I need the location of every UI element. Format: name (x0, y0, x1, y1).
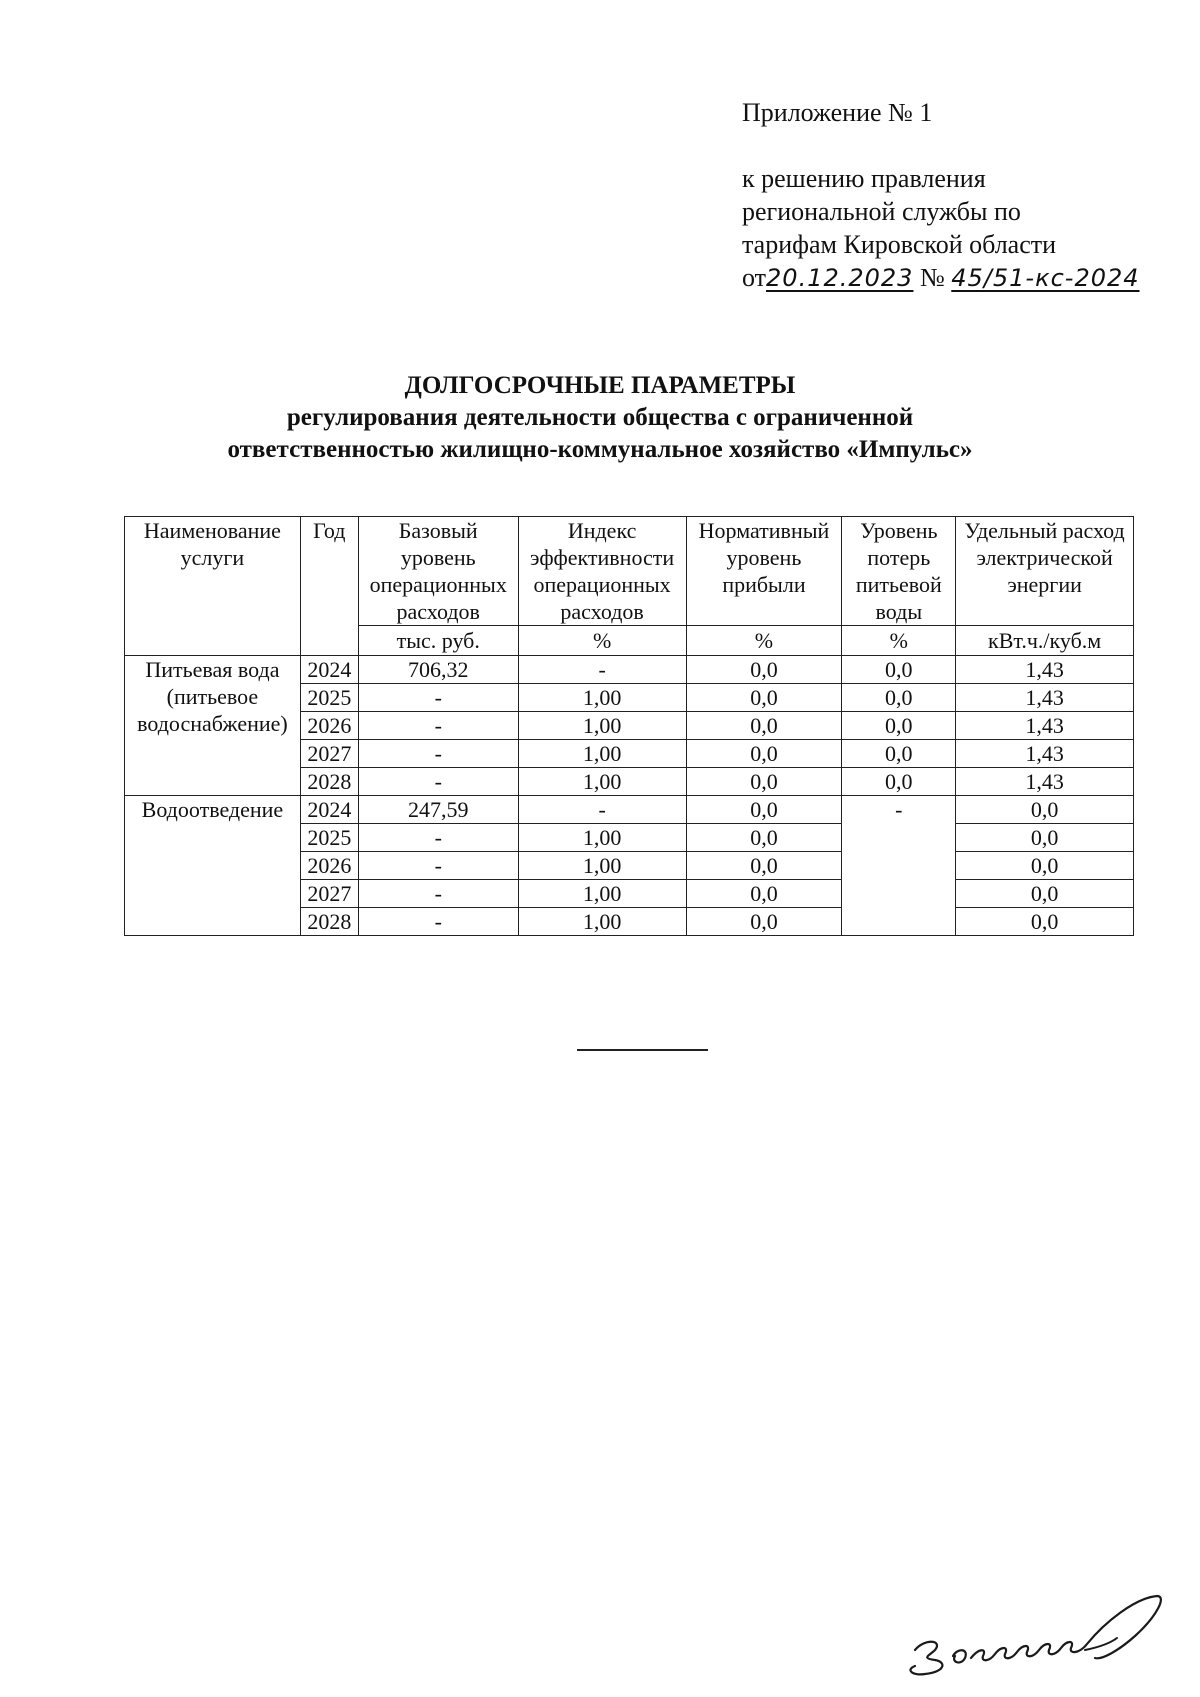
service-name: Водоотведение (125, 796, 301, 936)
appendix-title: Приложение № 1 (742, 98, 933, 127)
efficiency-index-cell: - (518, 656, 686, 684)
energy-cell: 1,43 (956, 712, 1134, 740)
efficiency-index-cell: 1,00 (518, 740, 686, 768)
profit-level-cell: 0,0 (686, 852, 842, 880)
efficiency-index-cell: 1,00 (518, 712, 686, 740)
profit-level-cell: 0,0 (686, 768, 842, 796)
efficiency-index-cell: 1,00 (518, 684, 686, 712)
profit-level-cell: 0,0 (686, 712, 842, 740)
base-level-cell: - (358, 768, 518, 796)
number-prefix: № (919, 263, 945, 292)
profit-level-cell: 0,0 (686, 908, 842, 936)
profit-level-cell: 0,0 (686, 684, 842, 712)
unit-efficiency-index: % (518, 626, 686, 656)
base-level-cell: - (358, 852, 518, 880)
efficiency-index-cell: 1,00 (518, 852, 686, 880)
efficiency-index-cell: 1,00 (518, 824, 686, 852)
year-cell: 2028 (300, 768, 358, 796)
heading-line-2: регулирования деятельности общества с ограниченной (286, 404, 914, 431)
year-cell: 2025 (300, 824, 358, 852)
base-level-cell: - (358, 908, 518, 936)
efficiency-index-cell: - (518, 796, 686, 824)
year-cell: 2027 (300, 740, 358, 768)
decision-date: 20.12.2023 (766, 264, 914, 292)
base-level-cell: - (358, 880, 518, 908)
energy-cell: 0,0 (956, 908, 1134, 936)
loss-level-cell: 0,0 (842, 656, 956, 684)
end-divider (577, 1049, 708, 1051)
energy-cell: 1,43 (956, 740, 1134, 768)
header-profit-level: Нормативный уровень прибыли (686, 517, 842, 626)
profit-level-cell: 0,0 (686, 880, 842, 908)
base-level-cell: - (358, 824, 518, 852)
header-efficiency-index: Индекс эффективности операционных расходов (518, 517, 686, 626)
energy-cell: 0,0 (956, 880, 1134, 908)
year-cell: 2025 (300, 684, 358, 712)
loss-level-merged-cell: - (842, 796, 956, 936)
table-row (125, 796, 1134, 824)
header-base-level: Базовый уровень операционных расходов (358, 517, 518, 626)
decision-number: 45/51-кс-2024 (951, 264, 1140, 292)
heading-line-3: ответственностью жилищно-коммунальное хозяйство «Импульс» (227, 436, 973, 463)
header-energy: Удельный расход электрической энергии (956, 517, 1134, 626)
heading-line-1: ДОЛГОСРОЧНЫЕ ПАРАМЕТРЫ (404, 372, 796, 399)
service-name: Питьевая вода (питьевое водоснабжение) (125, 656, 301, 796)
base-level-cell: 706,32 (358, 656, 518, 684)
appendix-line-2: региональной службы по (742, 197, 1021, 226)
year-cell: 2024 (300, 796, 358, 824)
loss-level-cell: 0,0 (842, 712, 956, 740)
year-cell: 2026 (300, 852, 358, 880)
base-level-cell: - (358, 684, 518, 712)
table-header-row (125, 517, 1134, 626)
year-cell: 2028 (300, 908, 358, 936)
table-row (125, 656, 1134, 684)
efficiency-index-cell: 1,00 (518, 908, 686, 936)
base-level-cell: - (358, 712, 518, 740)
appendix-line-3: тарифам Кировской области (742, 230, 1057, 259)
base-level-cell: - (358, 740, 518, 768)
document-heading (0, 370, 1200, 466)
year-cell: 2026 (300, 712, 358, 740)
handwritten-signature (895, 1588, 1175, 1688)
efficiency-index-cell: 1,00 (518, 880, 686, 908)
loss-level-cell: 0,0 (842, 740, 956, 768)
appendix-line-1: к решению правления (742, 164, 986, 193)
header-service: Наименование услуги (125, 517, 301, 656)
year-cell: 2024 (300, 656, 358, 684)
profit-level-cell: 0,0 (686, 796, 842, 824)
energy-cell: 0,0 (956, 796, 1134, 824)
year-cell: 2027 (300, 880, 358, 908)
energy-cell: 1,43 (956, 684, 1134, 712)
parameters-table (124, 516, 1134, 936)
energy-cell: 0,0 (956, 824, 1134, 852)
unit-profit-level: % (686, 626, 842, 656)
profit-level-cell: 0,0 (686, 740, 842, 768)
base-level-cell: 247,59 (358, 796, 518, 824)
date-prefix: от (742, 263, 767, 292)
unit-loss-level: % (842, 626, 956, 656)
unit-base-level: тыс. руб. (358, 626, 518, 656)
appendix-block (742, 96, 1140, 295)
profit-level-cell: 0,0 (686, 656, 842, 684)
energy-cell: 0,0 (956, 852, 1134, 880)
efficiency-index-cell: 1,00 (518, 768, 686, 796)
appendix-date-number (742, 261, 1140, 295)
energy-cell: 1,43 (956, 656, 1134, 684)
loss-level-cell: 0,0 (842, 684, 956, 712)
header-year: Год (300, 517, 358, 656)
header-loss-level: Уровень потерь питьевой воды (842, 517, 956, 626)
unit-energy: кВт.ч./куб.м (956, 626, 1134, 656)
energy-cell: 1,43 (956, 768, 1134, 796)
profit-level-cell: 0,0 (686, 824, 842, 852)
loss-level-cell: 0,0 (842, 768, 956, 796)
